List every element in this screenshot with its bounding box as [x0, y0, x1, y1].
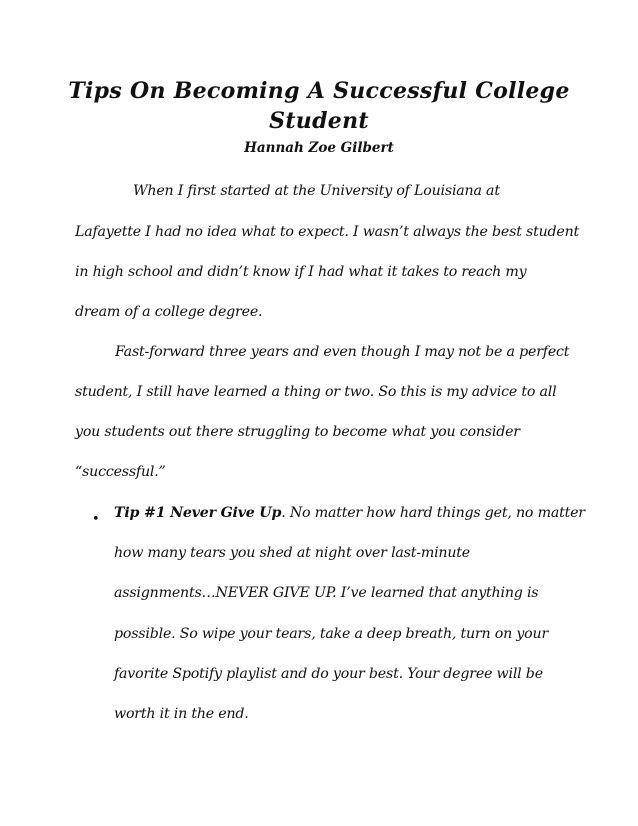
paragraph-2-line-4: “successful.” [75, 464, 166, 480]
paragraph-2-line-2: student, I still have learned a thing or two. So this is my advice to all [75, 384, 557, 400]
bullet-line-1 [114, 505, 585, 521]
tip-heading: Tip #1 Never Give Up [114, 505, 282, 521]
title-line-1: Tips On Becoming A Successful College [68, 78, 570, 104]
bullet-line-4: possible. So wipe your tears, take a deep breath, turn on your [114, 626, 549, 642]
document-title [60, 76, 578, 136]
paragraph-1-line-4: dream of a college degree. [75, 304, 263, 320]
bullet-line-2: how many tears you shed at night over last-minute [114, 545, 470, 561]
bullet-line-5: favorite Spotify playlist and do your best. Your degree will be [114, 666, 543, 682]
tip-first-line-rest: . No matter how hard things get, no matter [281, 505, 585, 521]
paragraph-1-line-2: Lafayette I had no idea what to expect. I wasn’t always the best student [75, 224, 580, 240]
paragraph-1-line-3: in high school and didn’t know if I had what it takes to reach my [75, 264, 527, 280]
bullet-line-3: assignments…NEVER GIVE UP. I’ve learned that anything is [114, 585, 539, 601]
paragraph-2-line-1: Fast-forward three years and even though I may not be a perfect [115, 344, 570, 360]
paragraph-1-line-1: When I first started at the University of Louisiana at [133, 183, 500, 199]
bullet-marker: • [92, 512, 100, 527]
title-line-2: Student [269, 108, 369, 134]
bullet-line-6: worth it in the end. [114, 706, 249, 722]
paragraph-2-line-3: you students out there struggling to become what you consider [75, 424, 520, 440]
author-name: Hannah Zoe Gilbert [244, 140, 394, 156]
